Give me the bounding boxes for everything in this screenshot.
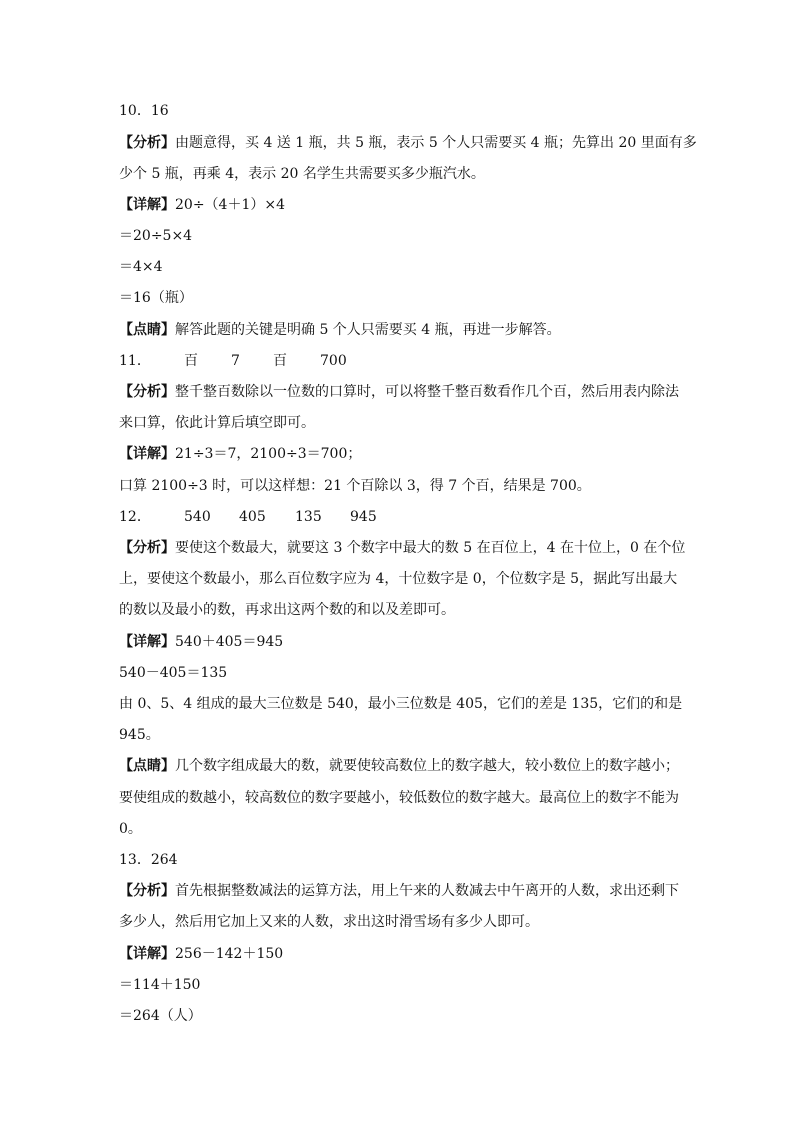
q13-detail-text-1: 256－142＋150	[175, 946, 284, 962]
q12-detail-line-1	[119, 632, 283, 652]
q13-analysis-line-1	[119, 881, 679, 901]
q12-point-text-1: 几个数字组成最大的数，就要使较高数位上的数字越大，较小数位上的数字越小；	[175, 758, 679, 774]
q10-detail-line-3: ＝4×4	[119, 259, 163, 275]
q10-point-text-1: 解答此题的关键是明确 5 个人只需要买 4 瓶，再进一步解答。	[175, 322, 561, 338]
analysis-tag: 【分析】	[119, 883, 175, 899]
q12-detail-line-4: 945。	[119, 727, 160, 743]
q13-analysis-line-2: 多少人，然后用它加上又来的人数，求出这时滑雪场有多少人即可。	[119, 914, 539, 930]
q11-analysis-line-1	[119, 382, 679, 402]
q12-point-line-2: 要使组成的数越小，较高数位的数字要越小，较低数位的数字越大。最高位上的数字不能为	[119, 790, 679, 806]
q10-detail-line-4: ＝16（瓶）	[119, 290, 193, 306]
detail-tag: 【详解】	[119, 446, 175, 462]
q11-answer-2: 7	[231, 353, 240, 369]
q10-detail-text-1: 20÷（4＋1）×4	[175, 197, 285, 213]
q12-point-line-1	[119, 756, 679, 776]
q11-answer-3: 百	[273, 353, 287, 369]
q12-answer-1: 540	[184, 509, 211, 525]
q12-analysis-line-1	[119, 538, 685, 558]
analysis-tag: 【分析】	[119, 384, 175, 400]
q11-analysis-text-1: 整千整百数除以一位数的口算时，可以将整千整百数看作几个百，然后用表内除法	[175, 384, 679, 400]
q13-detail-line-3: ＝264（人）	[119, 1008, 202, 1024]
q11-detail-line-1	[119, 444, 361, 464]
q12-answer-2: 405	[239, 509, 266, 525]
q12-analysis-line-2: 上，要使这个数最小，那么百位数字应为 4，十位数字是 0，个位数字是 5，据此写出最大	[119, 571, 678, 587]
q12-number: 12．	[119, 509, 151, 525]
q12-detail-text-1: 540＋405＝945	[175, 634, 284, 650]
q11-answer-4: 700	[320, 353, 347, 369]
q11-number: 11．	[119, 353, 151, 369]
q12-analysis-text-1: 要使这个数最大，就要这 3 个数字中最大的数 5 在百位上，4 在十位上，0 在个位	[175, 540, 686, 556]
q11-analysis-line-2: 来口算，依此计算后填空即可。	[119, 415, 315, 431]
detail-tag: 【详解】	[119, 634, 175, 650]
q10-analysis-line-2: 少个 5 瓶，再乘 4，表示 20 名学生共需要买多少瓶汽水。	[119, 166, 485, 182]
q12-detail-line-3: 由 0、5、4 组成的最大三位数是 540，最小三位数是 405，它们的差是 135，它们的和是	[119, 696, 683, 712]
q10-detail-line-1	[119, 195, 285, 215]
point-tag: 【点睛】	[119, 758, 175, 774]
analysis-tag: 【分析】	[119, 135, 175, 151]
q10-analysis-text-1: 由题意得，买 4 送 1 瓶，共 5 瓶，表示 5 个人只需要买 4 瓶；先算出 20 里面有多	[175, 135, 697, 151]
q12-point-line-3: 0。	[119, 821, 142, 837]
q11-detail-line-2: 口算 2100÷3 时，可以这样想：21 个百除以 3，得 7 个百，结果是 700。	[119, 478, 591, 494]
q11-answer-line	[119, 351, 347, 371]
q12-answer-3: 135	[295, 509, 322, 525]
q13-detail-line-2: ＝114＋150	[119, 977, 201, 993]
analysis-tag: 【分析】	[119, 540, 175, 556]
q13-number: 13．264	[119, 852, 178, 868]
detail-tag: 【详解】	[119, 197, 175, 213]
q12-answer-4: 945	[350, 509, 377, 525]
q12-detail-line-2: 540－405＝135	[119, 665, 228, 681]
q13-detail-line-1	[119, 944, 283, 964]
point-tag: 【点睛】	[119, 322, 175, 338]
q12-answer-line	[119, 507, 377, 527]
q11-detail-text-1: 21÷3＝7，2100÷3＝700；	[175, 446, 362, 462]
q10-point-line-1	[119, 320, 561, 340]
q13-analysis-text-1: 首先根据整数减法的运算方法，用上午来的人数减去中午离开的人数，求出还剩下	[175, 883, 679, 899]
q10-analysis-line-1	[119, 133, 697, 153]
q11-answer-1: 百	[184, 353, 198, 369]
q12-analysis-line-3: 的数以及最小的数，再求出这两个数的和以及差即可。	[119, 602, 455, 618]
q10-detail-line-2: ＝20÷5×4	[119, 228, 193, 244]
q10-number: 10．16	[119, 103, 169, 119]
detail-tag: 【详解】	[119, 946, 175, 962]
